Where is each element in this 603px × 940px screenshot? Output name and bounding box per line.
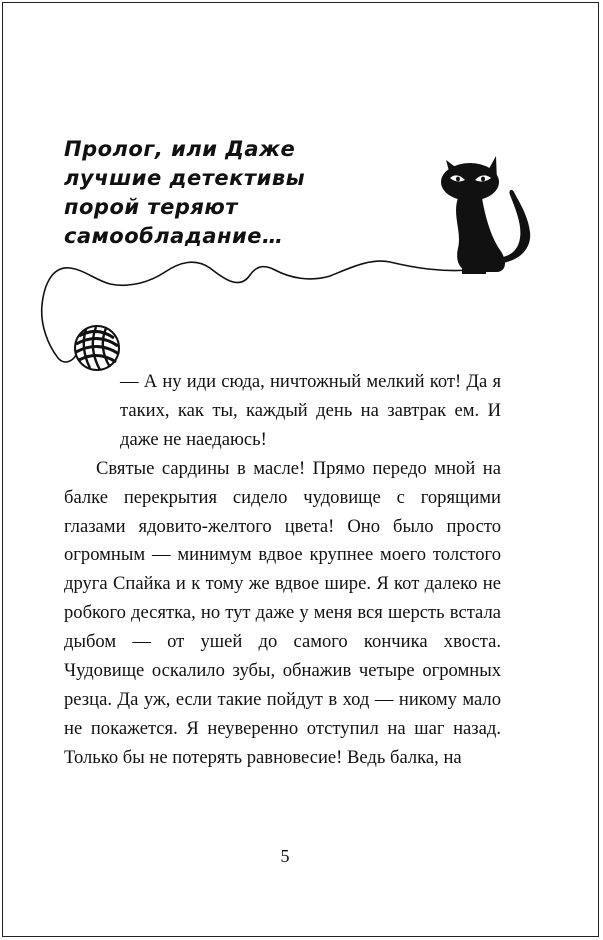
chapter-decoration bbox=[0, 0, 603, 400]
chapter-title-line-3: порой теряют bbox=[64, 195, 238, 219]
page-number: 5 bbox=[280, 846, 290, 866]
paragraph-1: — А ну иди сюда, ничтожный мелкий кот! Да я таких, как ты, каждый день на завтрак ем. И даже не наедаюсь! bbox=[120, 371, 501, 450]
paragraph-2: Святые сардины в масле! Прямо передо мной на балке перекрытия сидело чудовище с горящими глазами ядовито-желтого цвета! Оно было просто огромным — минимум вдвое крупнее моего толстого друга Спайка и к тому же вдвое шире. Я кот далеко не робкого десятка, но тут даже у меня вся шерсть встала дыбом — от ушей до самого кончика хвоста. Чудовище оскалило зубы, обнажив четыре огромных резца. Да уж, если такие пойдут в ход — никому мало не покажется. Я неуверенно отступил на шаг назад. Только бы не потерять равновесие! Ведь балка, на bbox=[64, 457, 501, 768]
body-text bbox=[64, 368, 501, 773]
chapter-title-line-4: самообладание… bbox=[64, 224, 284, 248]
chapter-title-line-1: Пролог, или Даже bbox=[64, 137, 296, 161]
cat-silhouette-icon bbox=[441, 156, 530, 274]
chapter-title-line-2: лучшие детективы bbox=[64, 166, 306, 190]
yarn-ball-icon bbox=[75, 326, 119, 370]
